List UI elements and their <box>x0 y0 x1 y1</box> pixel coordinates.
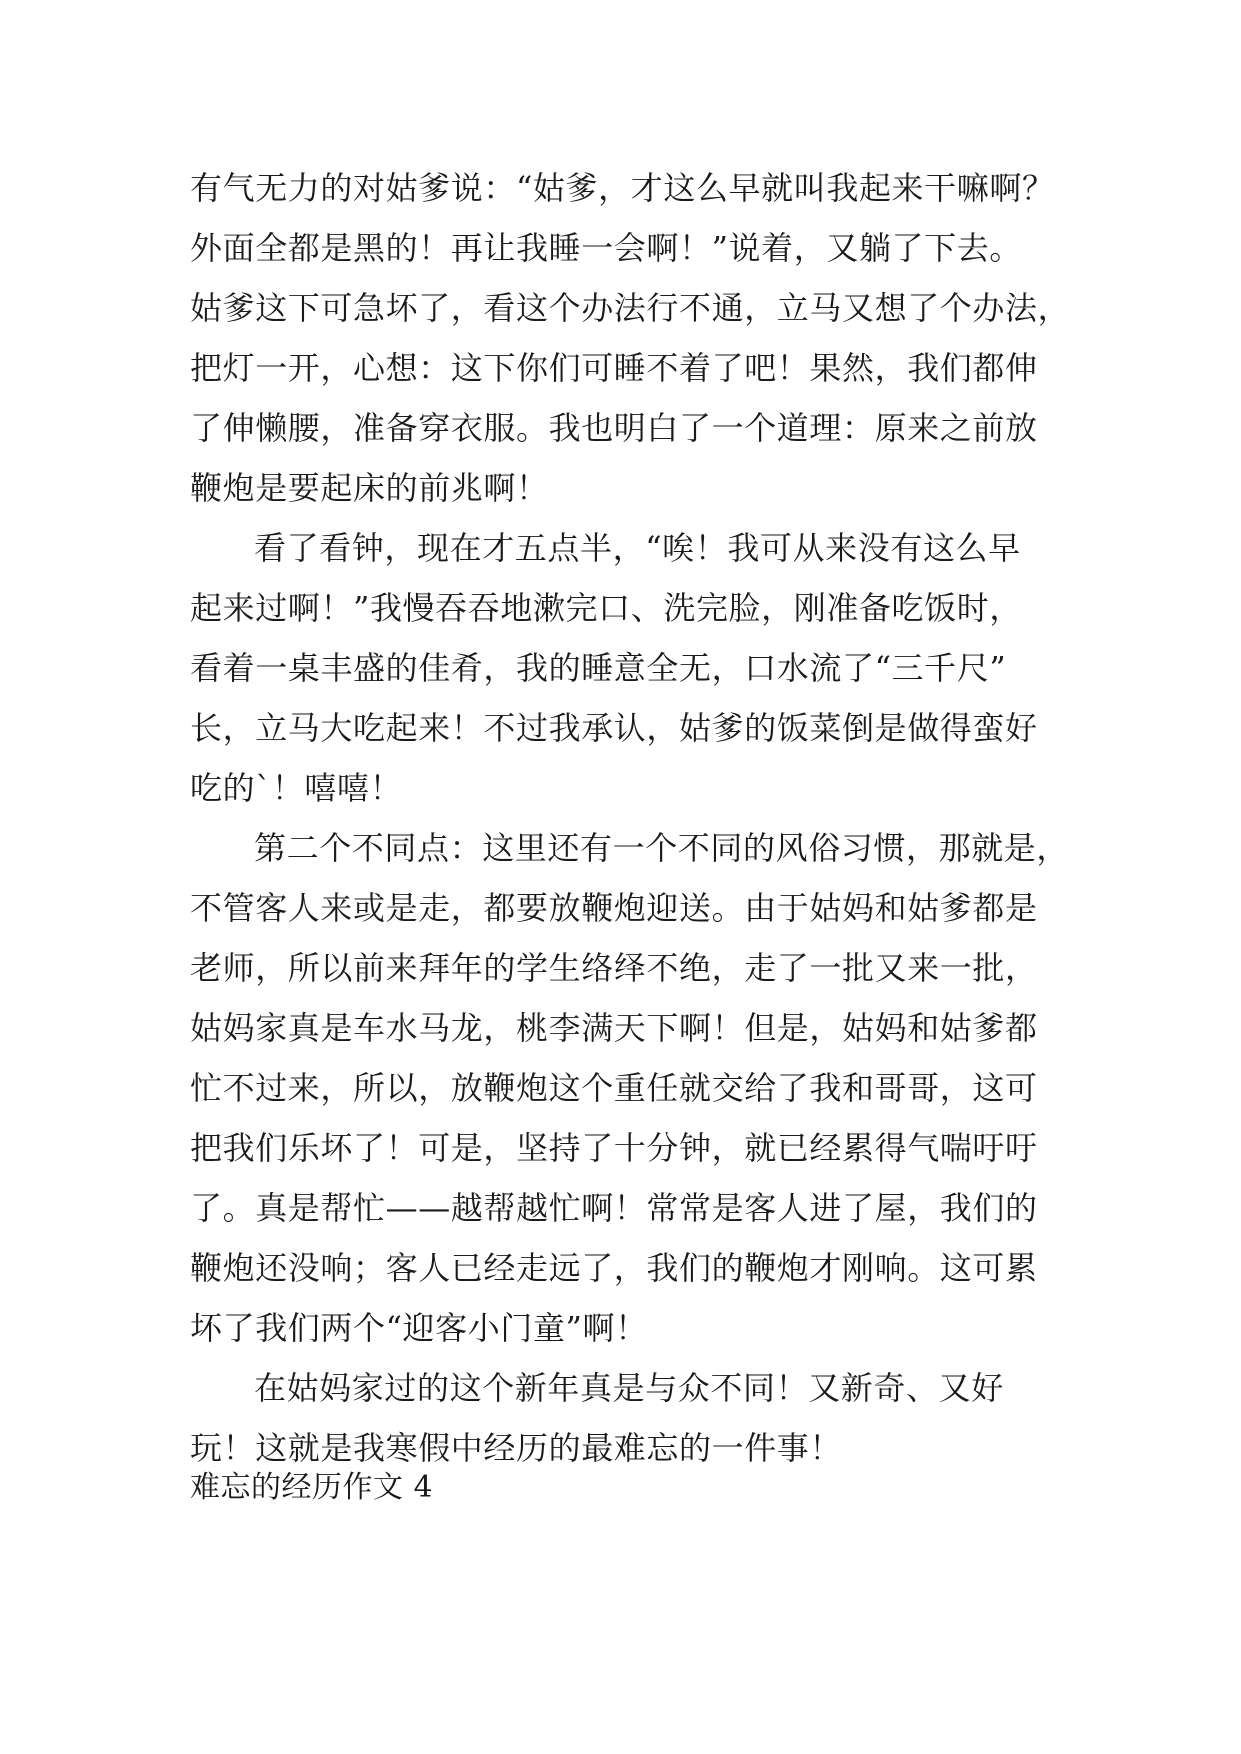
paragraph <box>190 818 1070 1358</box>
text-line: 外面全都是黑的！再让我睡一会啊！”说着，又躺了下去。 <box>190 229 1022 267</box>
paragraph <box>190 518 1050 818</box>
text-line: 鞭炮还没响；客人已经走远了，我们的鞭炮才刚响。这可累 <box>190 1249 1038 1287</box>
text-line: 坏了我们两个“迎客小门童”啊！ <box>190 1309 648 1347</box>
text-line: 在姑妈家过的这个新年真是与众不同！又新奇、又好 <box>254 1369 1004 1407</box>
text-line: 第二个不同点：这里还有一个不同的风俗习惯，那就是， <box>254 829 1070 867</box>
essay-body <box>190 158 1071 1478</box>
text-line: 姑妈家真是车水马龙，桃李满天下啊！但是，姑妈和姑爹都 <box>190 1009 1038 1047</box>
paragraph <box>190 1358 1050 1478</box>
text-line: 有气无力的对姑爹说：“姑爹，才这么早就叫我起来干嘛啊？ <box>190 169 1055 207</box>
text-line: 了伸懒腰，准备穿衣服。我也明白了一个道理：原来之前放 <box>190 409 1038 447</box>
text-line: 看了看钟，现在才五点半，“唉！我可从来没有这么早 <box>254 529 1021 567</box>
text-line: 老师，所以前来拜年的学生络绎不绝，走了一批又来一批， <box>190 949 1038 987</box>
text-line: 把灯一开，心想：这下你们可睡不着了吧！果然，我们都伸 <box>190 349 1038 387</box>
text-line: 鞭炮是要起床的前兆啊！ <box>190 469 549 507</box>
text-line: 不管客人来或是走，都要放鞭炮迎送。由于姑妈和姑爹都是 <box>190 889 1038 927</box>
text-line: 把我们乐坏了！可是，坚持了十分钟，就已经累得气喘吁吁 <box>190 1129 1038 1167</box>
text-line: 了。真是帮忙——越帮越忙啊！常常是客人进了屋，我们的 <box>190 1189 1038 1227</box>
text-line: 吃的`！嘻嘻！ <box>190 769 403 807</box>
text-line: 玩！这就是我寒假中经历的最难忘的一件事！ <box>190 1429 843 1467</box>
paragraph <box>190 158 1071 518</box>
text-line: 长，立马大吃起来！不过我承认，姑爹的饭菜倒是做得蛮好 <box>190 709 1038 747</box>
text-line: 忙不过来，所以，放鞭炮这个重任就交给了我和哥哥，这可 <box>190 1069 1038 1107</box>
text-line: 姑爹这下可急坏了，看这个办法行不通，立马又想了个办法， <box>190 289 1071 327</box>
text-line: 起来过啊！”我慢吞吞地漱完口、洗完脸，刚准备吃饭时， <box>190 589 1022 627</box>
section-heading: 难忘的经历作文 4 <box>190 1470 434 1505</box>
text-line: 看着一桌丰盛的佳肴，我的睡意全无，口水流了“三千尺” <box>190 649 1007 687</box>
